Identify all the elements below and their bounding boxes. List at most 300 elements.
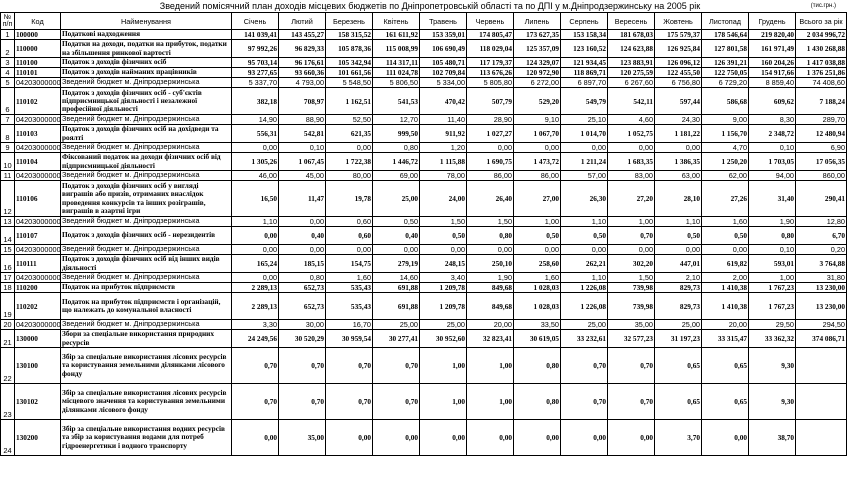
name-cell: Податок з доходів найманих працівників xyxy=(61,68,232,78)
value-cell: 24 249,56 xyxy=(232,330,279,348)
value-cell: 30,00 xyxy=(279,320,326,330)
value-cell: 6 267,60 xyxy=(608,78,655,88)
name-cell: Зведений бюджет м. Дніпродзержинська xyxy=(61,143,232,153)
column-header: Травень xyxy=(420,13,467,30)
value-cell: 1 181,22 xyxy=(655,125,702,143)
value-cell: 0,70 xyxy=(608,227,655,245)
value-cell: 1 028,03 xyxy=(514,283,561,293)
value-cell: 9,10 xyxy=(514,115,561,125)
value-cell: 0,50 xyxy=(514,227,561,245)
value-cell: 1,90 xyxy=(749,217,796,227)
row-number-cell: 23 xyxy=(1,384,15,420)
value-cell: 0,50 xyxy=(561,227,608,245)
value-cell: 860,00 xyxy=(796,171,847,181)
name-cell: Зведений бюджет м. Дніпродзержинська xyxy=(61,273,232,283)
name-cell: Зведений бюджет м. Дніпродзержинська xyxy=(61,115,232,125)
value-cell: 1 067,70 xyxy=(514,125,561,143)
value-cell: 31,40 xyxy=(749,181,796,217)
value-cell: 63,00 xyxy=(655,171,702,181)
subtotal-row xyxy=(1,273,847,283)
value-cell: 1 115,88 xyxy=(420,153,467,171)
row-number-cell: 1 xyxy=(1,30,15,40)
column-header: Липень xyxy=(514,13,561,30)
row-number-cell: 9 xyxy=(1,143,15,153)
name-cell: Податок на прибуток підприємств xyxy=(61,283,232,293)
value-cell: 30 959,54 xyxy=(326,330,373,348)
value-cell: 542,11 xyxy=(608,88,655,115)
value-cell: 45,00 xyxy=(279,171,326,181)
value-cell: 0,00 xyxy=(326,245,373,255)
row-number-cell: 21 xyxy=(1,330,15,348)
code-cell: 04203000000 xyxy=(16,273,61,282)
value-cell: 6 272,00 xyxy=(514,78,561,88)
code-cell: 04203000000 xyxy=(16,78,61,87)
table-row xyxy=(1,330,847,348)
value-cell: 174 805,47 xyxy=(467,30,514,40)
value-cell: 0,60 xyxy=(326,227,373,245)
name-cell: Збір за спеціальне використання лісових ресурсів місцевого значення та користування земельними ділянками лісового фонду xyxy=(61,384,232,420)
value-cell: 122 455,50 xyxy=(655,68,702,78)
value-cell: 0,50 xyxy=(702,227,749,245)
column-header: Квітень xyxy=(373,13,420,30)
value-cell: 120 972,90 xyxy=(514,68,561,78)
value-cell: 621,35 xyxy=(326,125,373,143)
value-cell: 181 678,03 xyxy=(608,30,655,40)
value-cell: 153 359,01 xyxy=(420,30,467,40)
value-cell: 0,00 xyxy=(373,245,420,255)
code-cell: 110106 xyxy=(15,181,61,217)
value-cell: 0,00 xyxy=(326,143,373,153)
value-cell: 290,41 xyxy=(796,181,847,217)
value-cell: 26,40 xyxy=(467,181,514,217)
value-cell: 0,80 xyxy=(749,227,796,245)
table-row xyxy=(1,125,847,143)
value-cell: 165,24 xyxy=(232,255,279,273)
table-row xyxy=(1,348,847,384)
value-cell: 0,20 xyxy=(796,245,847,255)
value-cell: 0,70 xyxy=(373,348,420,384)
value-cell: 6 897,70 xyxy=(561,78,608,88)
subtotal-row xyxy=(1,320,847,330)
value-cell: 0,40 xyxy=(279,227,326,245)
value-cell: 122 750,05 xyxy=(702,68,749,78)
value-cell: 0,70 xyxy=(373,384,420,420)
value-cell: 8,30 xyxy=(749,115,796,125)
value-cell: 691,88 xyxy=(373,293,420,320)
value-cell: 7 188,24 xyxy=(796,88,847,115)
value-cell: 25,00 xyxy=(655,320,702,330)
value-cell: 46,00 xyxy=(232,171,279,181)
value-cell: 1 209,78 xyxy=(420,283,467,293)
value-cell: 105 480,71 xyxy=(420,58,467,68)
units-note: (тис.грн.) xyxy=(810,3,836,9)
value-cell: 33,50 xyxy=(514,320,561,330)
column-header: Жовтень xyxy=(655,13,702,30)
value-cell: 24,00 xyxy=(420,181,467,217)
value-cell: 0,70 xyxy=(561,384,608,420)
value-cell: 11,40 xyxy=(420,115,467,125)
value-cell: 161 611,92 xyxy=(373,30,420,40)
value-cell: 97 992,26 xyxy=(232,40,279,58)
column-header: Червень xyxy=(467,13,514,30)
value-cell: 0,00 xyxy=(514,143,561,153)
value-cell: 106 690,49 xyxy=(420,40,467,58)
value-cell: 123 883,91 xyxy=(608,58,655,68)
value-cell: 16,70 xyxy=(326,320,373,330)
subtotal-row xyxy=(1,171,847,181)
value-cell: 535,43 xyxy=(326,293,373,320)
value-cell: 1,50 xyxy=(467,217,514,227)
row-number-cell: 22 xyxy=(1,348,15,384)
row-number-cell: 2 xyxy=(1,40,15,58)
row-number-cell: 5 xyxy=(1,78,15,88)
value-cell: 0,80 xyxy=(467,227,514,245)
value-cell: 4,70 xyxy=(702,143,749,153)
value-cell: 289,70 xyxy=(796,115,847,125)
name-cell: Податок з доходів фізичних осіб - суб'єктів підприємницької діяльності і незалежної професійної діяльності xyxy=(61,88,232,115)
value-cell: 0,00 xyxy=(467,245,514,255)
value-cell: 31 197,23 xyxy=(655,330,702,348)
value-cell: 1 162,51 xyxy=(326,88,373,115)
value-cell: 302,20 xyxy=(608,255,655,273)
value-cell: 25,00 xyxy=(373,181,420,217)
value-cell: 35,00 xyxy=(608,320,655,330)
value-cell: 14,60 xyxy=(373,273,420,283)
value-cell: 0,00 xyxy=(608,420,655,456)
value-cell: 126 096,12 xyxy=(655,58,702,68)
value-cell: 0,00 xyxy=(232,227,279,245)
revenue-plan-table xyxy=(0,12,847,456)
value-cell: 86,00 xyxy=(467,171,514,181)
value-cell: 80,00 xyxy=(326,171,373,181)
table-row xyxy=(1,420,847,456)
value-cell: 105 342,94 xyxy=(326,58,373,68)
value-cell: 470,42 xyxy=(420,88,467,115)
value-cell: 121 934,45 xyxy=(561,58,608,68)
value-cell: 0,00 xyxy=(608,245,655,255)
value-cell: 33 232,61 xyxy=(561,330,608,348)
row-number-cell: 10 xyxy=(1,153,15,171)
value-cell: 597,44 xyxy=(655,88,702,115)
value-cell: 5 805,80 xyxy=(467,78,514,88)
value-cell: 127 801,58 xyxy=(702,40,749,58)
value-cell: 30 619,05 xyxy=(514,330,561,348)
value-cell: 0,80 xyxy=(279,273,326,283)
value-cell: 652,73 xyxy=(279,283,326,293)
value-cell: 609,62 xyxy=(749,88,796,115)
value-cell: 535,43 xyxy=(326,283,373,293)
name-cell: Зведений бюджет м. Дніпродзержинська xyxy=(61,78,232,88)
value-cell: 113 676,26 xyxy=(467,68,514,78)
document-title: Зведений помісячний план доходів місцевих бюджетів по Дніпропетровській області та по ДПІ у м.Дніпродзержинську на 2005 рік xyxy=(159,1,701,11)
value-cell: 95 703,14 xyxy=(232,58,279,68)
code-cell: 130100 xyxy=(15,348,61,384)
value-cell: 27,00 xyxy=(514,181,561,217)
value-cell: 1,60 xyxy=(326,273,373,283)
code-cell: 110000 xyxy=(15,40,61,58)
value-cell: 25,00 xyxy=(561,320,608,330)
code-cell: 04203000000 xyxy=(16,115,61,124)
value-cell: 542,81 xyxy=(279,125,326,143)
row-number-cell: 12 xyxy=(1,181,15,217)
value-cell: 1 767,23 xyxy=(749,283,796,293)
value-cell: 374 086,71 xyxy=(796,330,847,348)
code-cell: 100000 xyxy=(15,30,61,40)
value-cell: 0,50 xyxy=(420,227,467,245)
column-header: Серпень xyxy=(561,13,608,30)
value-cell: 19,78 xyxy=(326,181,373,217)
name-cell: Збір за спеціальне використання лісових ресурсів та користування земельними ділянками лісового фонду xyxy=(61,348,232,384)
value-cell: 0,65 xyxy=(702,348,749,384)
value-cell: 0,65 xyxy=(655,348,702,384)
value-cell: 0,00 xyxy=(420,245,467,255)
name-cell: Фіксований податок на доходи фізичних осіб від підприємницької діяльності xyxy=(61,153,232,171)
value-cell: 175 579,37 xyxy=(655,30,702,40)
value-cell: 16,50 xyxy=(232,181,279,217)
value-cell: 12,70 xyxy=(373,115,420,125)
value-cell: 849,68 xyxy=(467,293,514,320)
value-cell: 118 869,71 xyxy=(561,68,608,78)
code-cell: 110101 xyxy=(15,68,61,78)
value-cell: 0,50 xyxy=(655,227,702,245)
value-cell: 111 024,78 xyxy=(373,68,420,78)
value-cell: 123 160,52 xyxy=(561,40,608,58)
value-cell: 5 806,50 xyxy=(373,78,420,88)
value-cell: 1 028,03 xyxy=(514,293,561,320)
value-cell: 0,70 xyxy=(232,348,279,384)
value-cell: 1,00 xyxy=(420,384,467,420)
value-cell: 57,00 xyxy=(561,171,608,181)
column-header: Код xyxy=(15,13,61,30)
value-cell: 12 480,94 xyxy=(796,125,847,143)
value-cell: 0,00 xyxy=(655,245,702,255)
value-cell: 0,80 xyxy=(373,143,420,153)
name-cell: Податок з доходів фізичних осіб від інших видів діяльності xyxy=(61,255,232,273)
value-cell: 6,90 xyxy=(796,143,847,153)
row-number-cell: 18 xyxy=(1,283,15,293)
value-cell: 1,00 xyxy=(749,273,796,283)
value-cell: 1 211,24 xyxy=(561,153,608,171)
value-cell: 141 039,41 xyxy=(232,30,279,40)
value-cell: 124 329,07 xyxy=(514,58,561,68)
code-cell: 04203000000 xyxy=(16,171,61,180)
code-cell: 130200 xyxy=(15,420,61,456)
subtotal-row xyxy=(1,115,847,125)
value-cell: 28,90 xyxy=(467,115,514,125)
value-cell: 74 408,60 xyxy=(796,78,847,88)
value-cell: 2 289,13 xyxy=(232,283,279,293)
name-cell: Податок з доходів фізичних осіб на дохідведи та роялті xyxy=(61,125,232,143)
value-cell: 96 176,61 xyxy=(279,58,326,68)
value-cell: 0,00 xyxy=(232,143,279,153)
table-row xyxy=(1,58,847,68)
row-number-cell: 13 xyxy=(1,217,15,227)
value-cell: 5 334,00 xyxy=(420,78,467,88)
column-header: № п/п xyxy=(1,13,15,30)
value-cell: 1 376 251,86 xyxy=(796,68,847,78)
table-row xyxy=(1,88,847,115)
value-cell: 507,79 xyxy=(467,88,514,115)
value-cell: 1,90 xyxy=(467,273,514,283)
value-cell: 86,00 xyxy=(514,171,561,181)
value-cell: 29,50 xyxy=(749,320,796,330)
code-cell: 110102 xyxy=(15,88,61,115)
row-number-cell: 11 xyxy=(1,171,15,181)
value-cell: 1,10 xyxy=(655,217,702,227)
value-cell: 20,00 xyxy=(467,320,514,330)
value-cell: 33 315,47 xyxy=(702,330,749,348)
code-cell: 04203000000 xyxy=(16,320,61,329)
value-cell: 9,30 xyxy=(749,384,796,420)
column-header: Лютий xyxy=(279,13,326,30)
value-cell: 124 623,88 xyxy=(608,40,655,58)
value-cell: 0,00 xyxy=(514,420,561,456)
value-cell: 153 158,34 xyxy=(561,30,608,40)
value-cell: 999,50 xyxy=(373,125,420,143)
value-cell: 1 767,23 xyxy=(749,293,796,320)
value-cell: 32 823,41 xyxy=(467,330,514,348)
value-cell: 154,75 xyxy=(326,255,373,273)
value-cell: 0,70 xyxy=(561,348,608,384)
value-cell: 6 756,80 xyxy=(655,78,702,88)
value-cell: 173 627,35 xyxy=(514,30,561,40)
value-cell: 158 315,52 xyxy=(326,30,373,40)
value-cell: 0,00 xyxy=(702,245,749,255)
value-cell: 0,10 xyxy=(749,245,796,255)
value-cell: 30 520,29 xyxy=(279,330,326,348)
row-number-cell: 15 xyxy=(1,245,15,255)
value-cell: 1 473,72 xyxy=(514,153,561,171)
value-cell: 0,00 xyxy=(467,143,514,153)
subtotal-row xyxy=(1,245,847,255)
value-cell: 1 226,08 xyxy=(561,293,608,320)
value-cell: 120 275,59 xyxy=(608,68,655,78)
row-number-cell: 14 xyxy=(1,227,15,245)
value-cell: 6 729,20 xyxy=(702,78,749,88)
value-cell: 382,18 xyxy=(232,88,279,115)
value-cell: 25,10 xyxy=(561,115,608,125)
value-cell: 1 446,72 xyxy=(373,153,420,171)
value-cell: 1,10 xyxy=(561,217,608,227)
value-cell: 32 577,23 xyxy=(608,330,655,348)
value-cell: 0,00 xyxy=(702,420,749,456)
value-cell: 1,20 xyxy=(420,143,467,153)
value-cell: 31,80 xyxy=(796,273,847,283)
value-cell: 30 277,41 xyxy=(373,330,420,348)
value-cell: 0,65 xyxy=(655,384,702,420)
value-cell: 829,73 xyxy=(655,293,702,320)
value-cell: 3 764,88 xyxy=(796,255,847,273)
value-cell: 0,00 xyxy=(561,420,608,456)
code-cell: 130102 xyxy=(15,384,61,420)
value-cell: 0,00 xyxy=(561,245,608,255)
value-cell: 1 067,45 xyxy=(279,153,326,171)
value-cell: 2 034 996,72 xyxy=(796,30,847,40)
value-cell: 118 029,04 xyxy=(467,40,514,58)
value-cell: 35,00 xyxy=(279,420,326,456)
row-number-cell: 24 xyxy=(1,420,15,456)
table-row xyxy=(1,68,847,78)
value-cell: 0,70 xyxy=(279,384,326,420)
code-cell: 110100 xyxy=(15,58,61,68)
value-cell: 0,00 xyxy=(561,143,608,153)
value-cell: 1 683,35 xyxy=(608,153,655,171)
value-cell: 447,01 xyxy=(655,255,702,273)
value-cell: 1 703,05 xyxy=(749,153,796,171)
value-cell: 11,47 xyxy=(279,181,326,217)
value-cell: 619,82 xyxy=(702,255,749,273)
table-row xyxy=(1,153,847,171)
value-cell: 62,00 xyxy=(702,171,749,181)
value-cell: 708,97 xyxy=(279,88,326,115)
value-cell: 0,00 xyxy=(420,420,467,456)
value-cell: 258,60 xyxy=(514,255,561,273)
row-number-cell: 4 xyxy=(1,68,15,78)
value-cell: 25,00 xyxy=(373,320,420,330)
name-cell: Збір за спеціальне використання водних ресурсів та збір за користування водами для потреб гідроенергетики і водного транспорту xyxy=(61,420,232,456)
value-cell: 93 660,36 xyxy=(279,68,326,78)
value-cell: 586,68 xyxy=(702,88,749,115)
value-cell: 30 952,60 xyxy=(420,330,467,348)
subtotal-row xyxy=(1,143,847,153)
name-cell: Зведений бюджет м. Дніпродзержинська xyxy=(61,171,232,181)
value-cell: 1,00 xyxy=(514,217,561,227)
name-cell: Податок на прибуток підприємств і організацій, що належать до комунальної власності xyxy=(61,293,232,320)
value-cell: 1 052,75 xyxy=(608,125,655,143)
value-cell: 3,70 xyxy=(655,420,702,456)
value-cell: 6,70 xyxy=(796,227,847,245)
code-cell: 110107 xyxy=(15,227,61,245)
table-row xyxy=(1,181,847,217)
value-cell: 593,01 xyxy=(749,255,796,273)
table-row xyxy=(1,283,847,293)
value-cell: 185,15 xyxy=(279,255,326,273)
name-cell: Податок з доходів фізичних осіб у вигляді виграшів або призів, отриманих внаслідок проведення конкурсів та інших розіграшів, виграшів в азартні ігри xyxy=(61,181,232,217)
value-cell: 101 661,56 xyxy=(326,68,373,78)
value-cell: 739,98 xyxy=(608,293,655,320)
value-cell: 27,26 xyxy=(702,181,749,217)
subtotal-row xyxy=(1,217,847,227)
name-cell: Податкові надходження xyxy=(61,30,232,40)
table-header-row xyxy=(1,13,847,30)
value-cell: 250,10 xyxy=(467,255,514,273)
empty-cell xyxy=(796,348,847,384)
value-cell: 1,00 xyxy=(608,217,655,227)
column-header: Найменування xyxy=(61,13,232,30)
value-cell: 12,80 xyxy=(796,217,847,227)
value-cell: 691,88 xyxy=(373,283,420,293)
row-number-cell: 16 xyxy=(1,255,15,273)
value-cell: 1 250,20 xyxy=(702,153,749,171)
value-cell: 117 179,37 xyxy=(467,58,514,68)
value-cell: 0,00 xyxy=(279,217,326,227)
value-cell: 1 156,70 xyxy=(702,125,749,143)
value-cell: 8 859,40 xyxy=(749,78,796,88)
row-number-cell: 17 xyxy=(1,273,15,283)
column-header: Всього за рік xyxy=(796,13,847,30)
value-cell: 556,31 xyxy=(232,125,279,143)
value-cell: 0,00 xyxy=(326,420,373,456)
value-cell: 0,60 xyxy=(326,217,373,227)
value-cell: 17 056,35 xyxy=(796,153,847,171)
value-cell: 3,30 xyxy=(232,320,279,330)
value-cell: 1,00 xyxy=(467,384,514,420)
value-cell: 13 230,00 xyxy=(796,283,847,293)
value-cell: 1 305,26 xyxy=(232,153,279,171)
value-cell: 279,19 xyxy=(373,255,420,273)
table-row xyxy=(1,255,847,273)
value-cell: 96 829,33 xyxy=(279,40,326,58)
